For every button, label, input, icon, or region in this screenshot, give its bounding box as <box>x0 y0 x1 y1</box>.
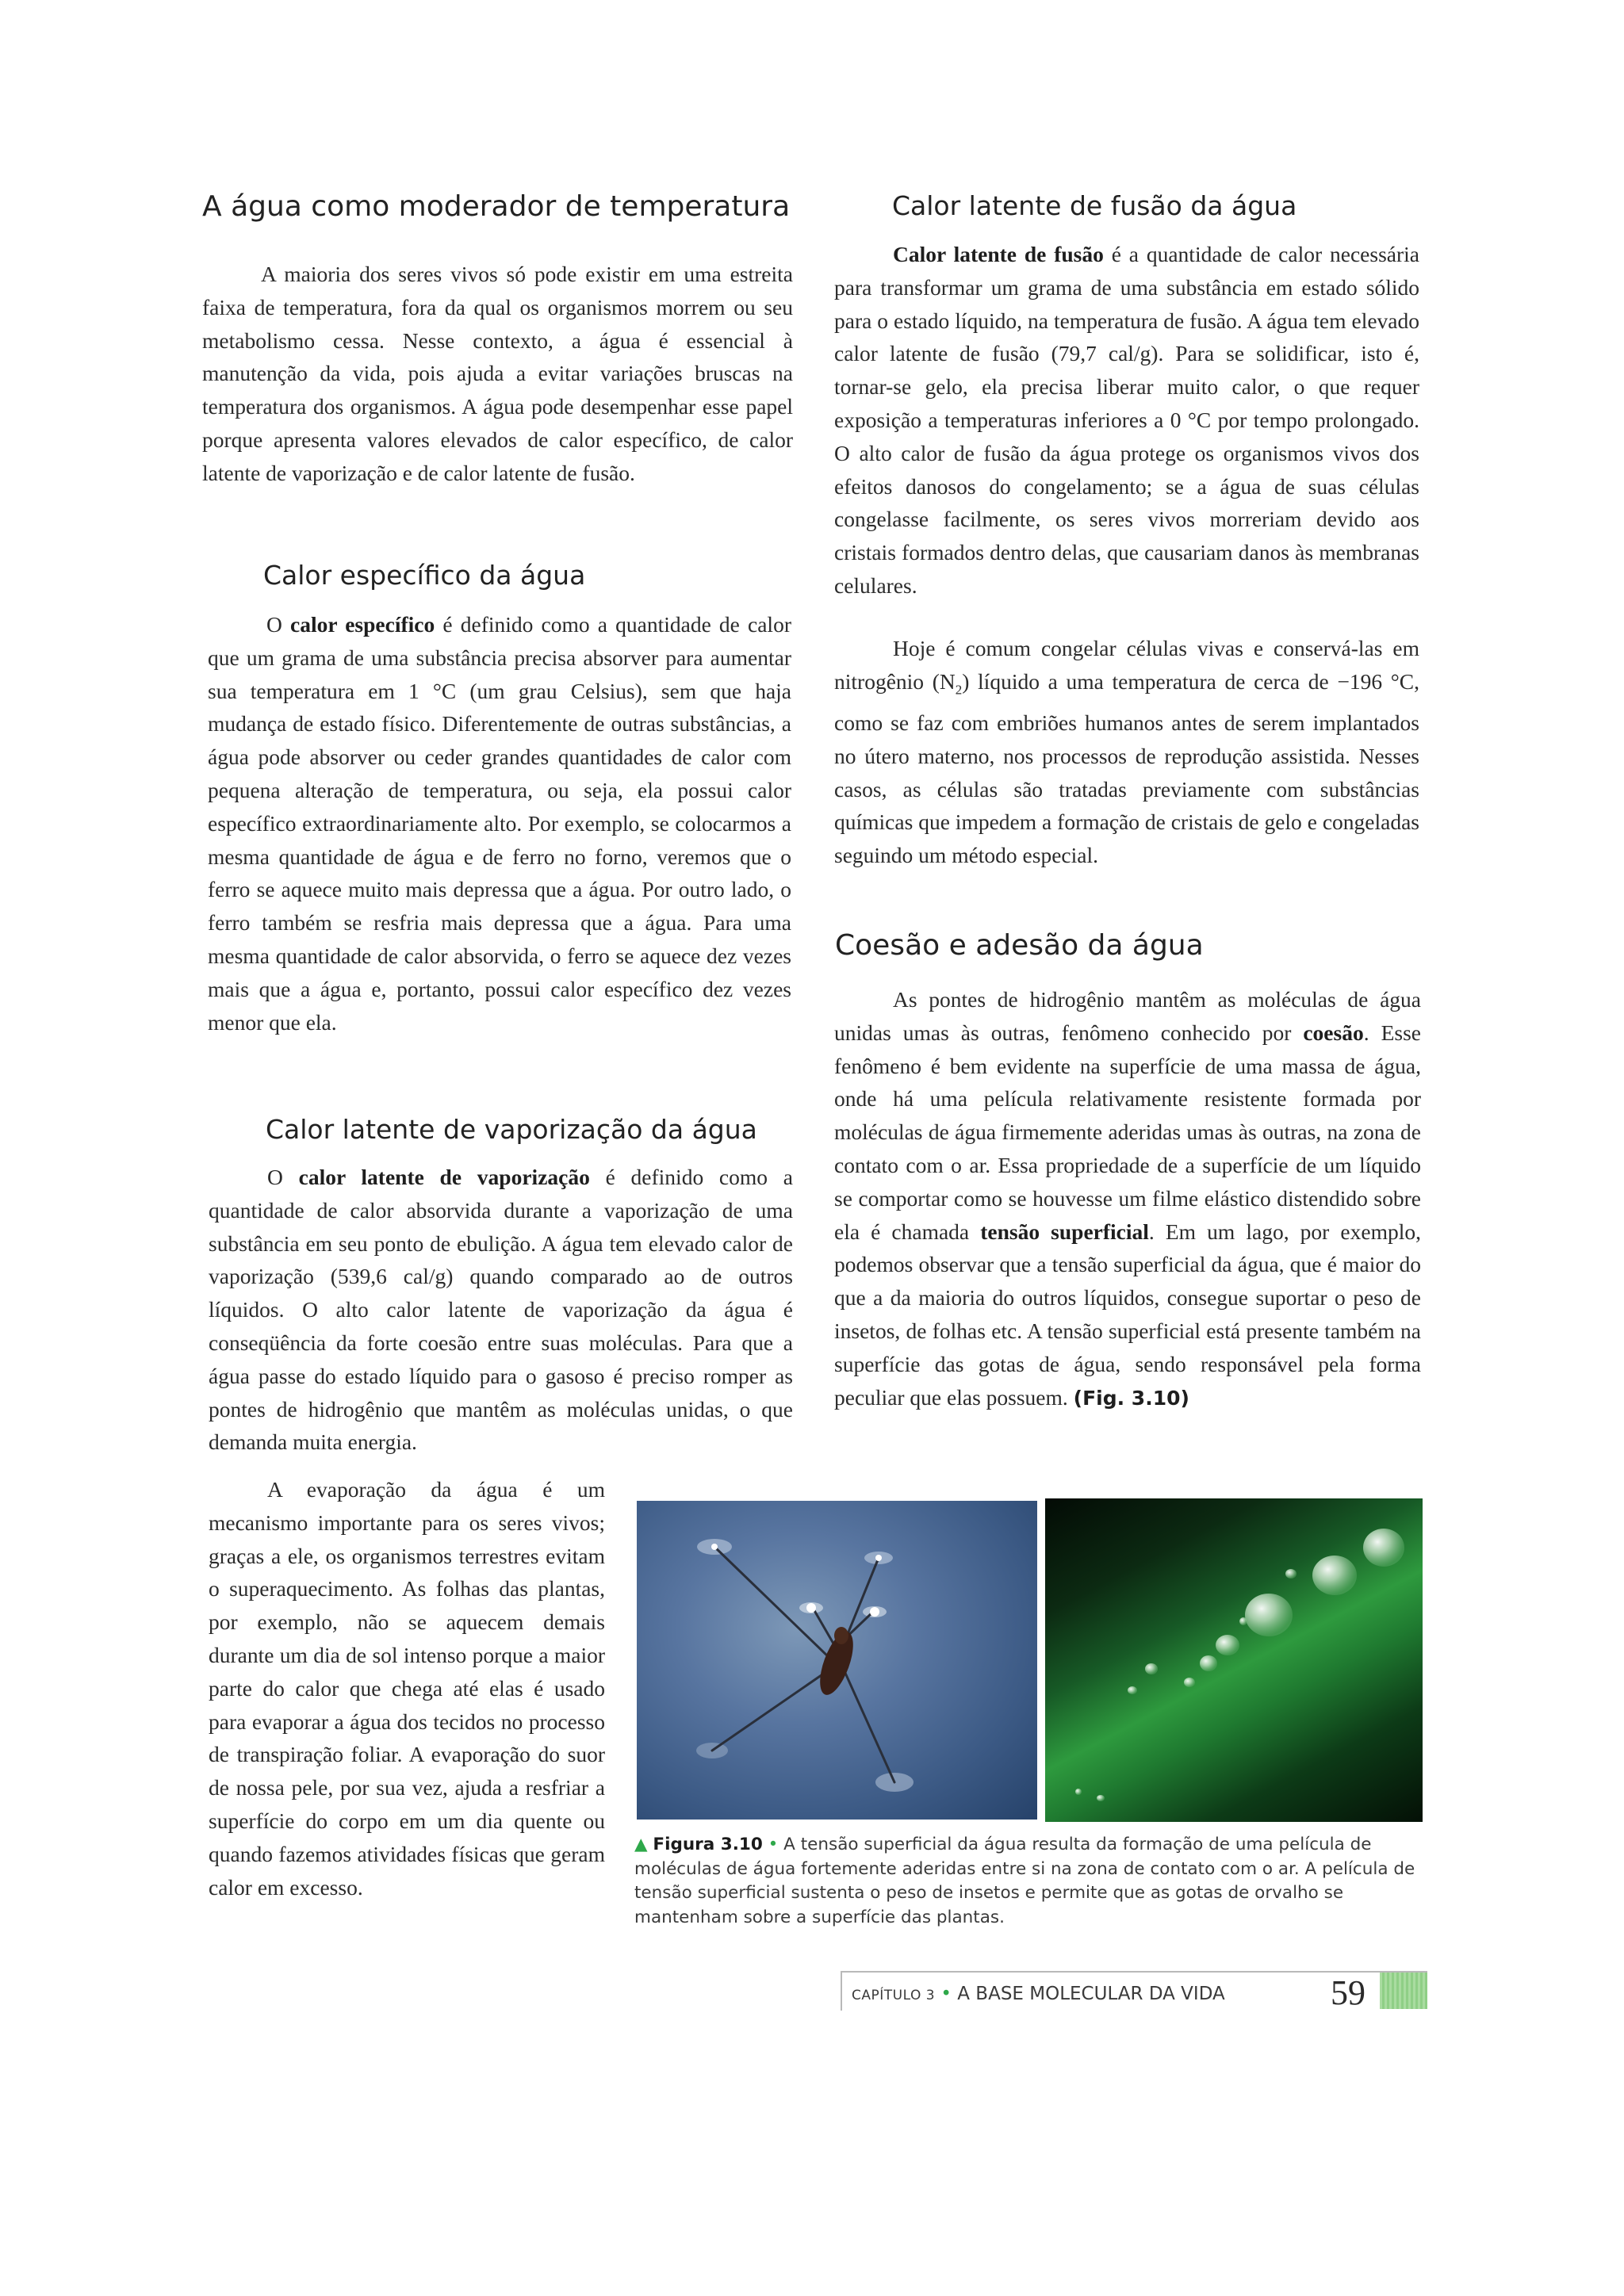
section-title-coesao: Coesão e adesão da água <box>835 929 1204 962</box>
section-title-temperature: A água como moderador de temperatura <box>202 190 791 223</box>
water-strider-photo <box>637 1501 1037 1820</box>
paragraph-calor-especifico: O calor específico é definido como a quantidade de calor que um grama de uma substância precisa absorver para aumentar sua temperatura em 1 °C (um grau Celsius), sem que haja mudança de estado físico. Diferentemente de outras substâncias, a água pode absorver ou ceder grandes quantidades de calor com pequena alteração de temperatura, ou seja, ela possui calor específico extraordinariamente alto. Por exemplo, se colocarmos a mesma quantidade de água e de ferro no forno, veremos que o ferro se aquece muito mais depressa que a água. Por outro lado, o ferro também se resfria mais depressa que a água. Para uma mesma quantidade de calor absorvida, o ferro se aquece dez vezes mais que a água e, portanto, possui calor específico dez vezes menor que ela. <box>208 612 791 1035</box>
paragraph-coesao: As pontes de hidrogênio mantêm as moléculas de água unidas umas às outras, fenômeno conhecido por coesão. Esse fenômeno é bem evidente na superfície de uma massa de água, onde há uma película relativamente resistente formada por moléculas de água firmemente aderidas umas às outras, na zona de contato com o ar. Essa propriedade de a superfície de um líquido se comportar como se houvesse um filme elástico distendido sobre ela é chamada tensão superficial. Em um lago, por exemplo, podemos observar que a tensão superficial da água, que é maior do que a da maioria do outros líquidos, consegue suportar o peso de insetos, de folhas etc. A tensão superficial está presente também na superfície das gotas de água, sendo responsável pela forma peculiar que elas possuem. (Fig. 3.10) <box>834 987 1421 1410</box>
paragraph-vaporizacao: O calor latente de vaporização é definido como a quantidade de calor absorvida durante a vaporização de uma substância em seu ponto de ebulição. A água tem elevado calor de vaporização (539,6 cal/g) quando comparado ao de outros líquidos. O alto calor latente de vaporização da água é conseqüência da forte coesão entre suas moléculas. Para que a água passe do estado líquido para o gasoso é preciso romper as pontes de hidrogênio que mantêm as moléculas unidas, o que demanda muita energia. <box>209 1165 793 1455</box>
heading-fusao: Calor latente de fusão da água <box>892 190 1297 221</box>
water-strider-illustration <box>637 1501 1037 1820</box>
page-number: 59 <box>1331 1973 1365 2012</box>
paragraph-evaporacao: A evaporação da água é um mecanismo importante para os seres vivos; graças a ele, os organismos terrestres evitam o superaquecimento. As folhas das plantas, por exemplo, não se aquecem demais durante um dia de sol intenso porque a maior parte do calor que chega até elas é usado para evaporar a água dos tecidos no processo de transpiração foliar. A evaporação do suor de nossa pele, por sua vez, ajuda a resfriar a superfície do corpo em um dia quente ou quando fazemos atividades físicas que geram calor em excesso. <box>209 1477 605 1900</box>
page-footer <box>841 1971 1427 2011</box>
heading-vaporizacao: Calor latente de vaporização da água <box>266 1114 757 1145</box>
paragraph-nitrogenio: Hoje é comum congelar células vivas e conservá-las em nitrogênio $(N_2)$ líquido a uma temperatura de cerca de −196 °C, como se faz com embriões humanos antes de serem implantados no útero materno, nos processos de reprodução assistida. Nesses casos, as células são tratadas previamente com substâncias químicas que impedem a formação de cristais de gelo e congeladas seguindo um método especial. <box>834 636 1419 868</box>
footer-green-block <box>1380 1973 1427 2009</box>
chapter-label: CAPÍTULO 3 • A BASE MOLECULAR DA VIDA <box>852 1984 1225 2004</box>
paragraph-fusao: Calor latente de fusão é a quantidade de calor necessária para transformar um grama de uma substância em estado sólido para o estado líquido, na temperatura de fusão. A água tem elevado calor latente de fusão (79,7 cal/g). Para se solidificar, isto é, tornar-se gelo, ela precisa liberar muito calor, o que requer exposição a temperaturas inferiores a 0 °C por tempo prolongado. O alto calor de fusão da água protege os organismos vivos dos efeitos danosos do congelamento; se a água de suas células congelasse facilmente, os seres vivos morreriam devido aos cristais formados dentro delas, que causariam danos às membranas celulares. <box>834 242 1419 598</box>
dew-drops-illustration <box>1045 1498 1423 1822</box>
triangle-icon: ▲ <box>634 1835 648 1854</box>
intro-paragraph: A maioria dos seres vivos só pode existir em uma estreita faixa de temperatura, fora da qual os organismos morrem ou seu metabolismo cessa. Nesse contexto, a água é essencial à manutenção da vida, pois ajuda a evitar variações bruscas na temperatura dos organismos. A água pode desempenhar esse papel porque apresenta valores elevados de calor específico, de calor latente de vaporização e de calor latente de fusão. <box>202 262 793 485</box>
heading-calor-especifico: Calor específico da água <box>263 560 586 591</box>
dew-drops-leaf-photo <box>1045 1498 1423 1822</box>
figure-caption: ▲ Figura 3.10 • A tensão superficial da água resulta da formação de uma película de moléculas de água fortemente aderidas entre si na zona de contato com o ar. A película de tensão superficial sustenta o peso de insetos e permite que as gotas de orvalho se mantenham sobre a superfície das plantas. <box>634 1835 1415 1927</box>
